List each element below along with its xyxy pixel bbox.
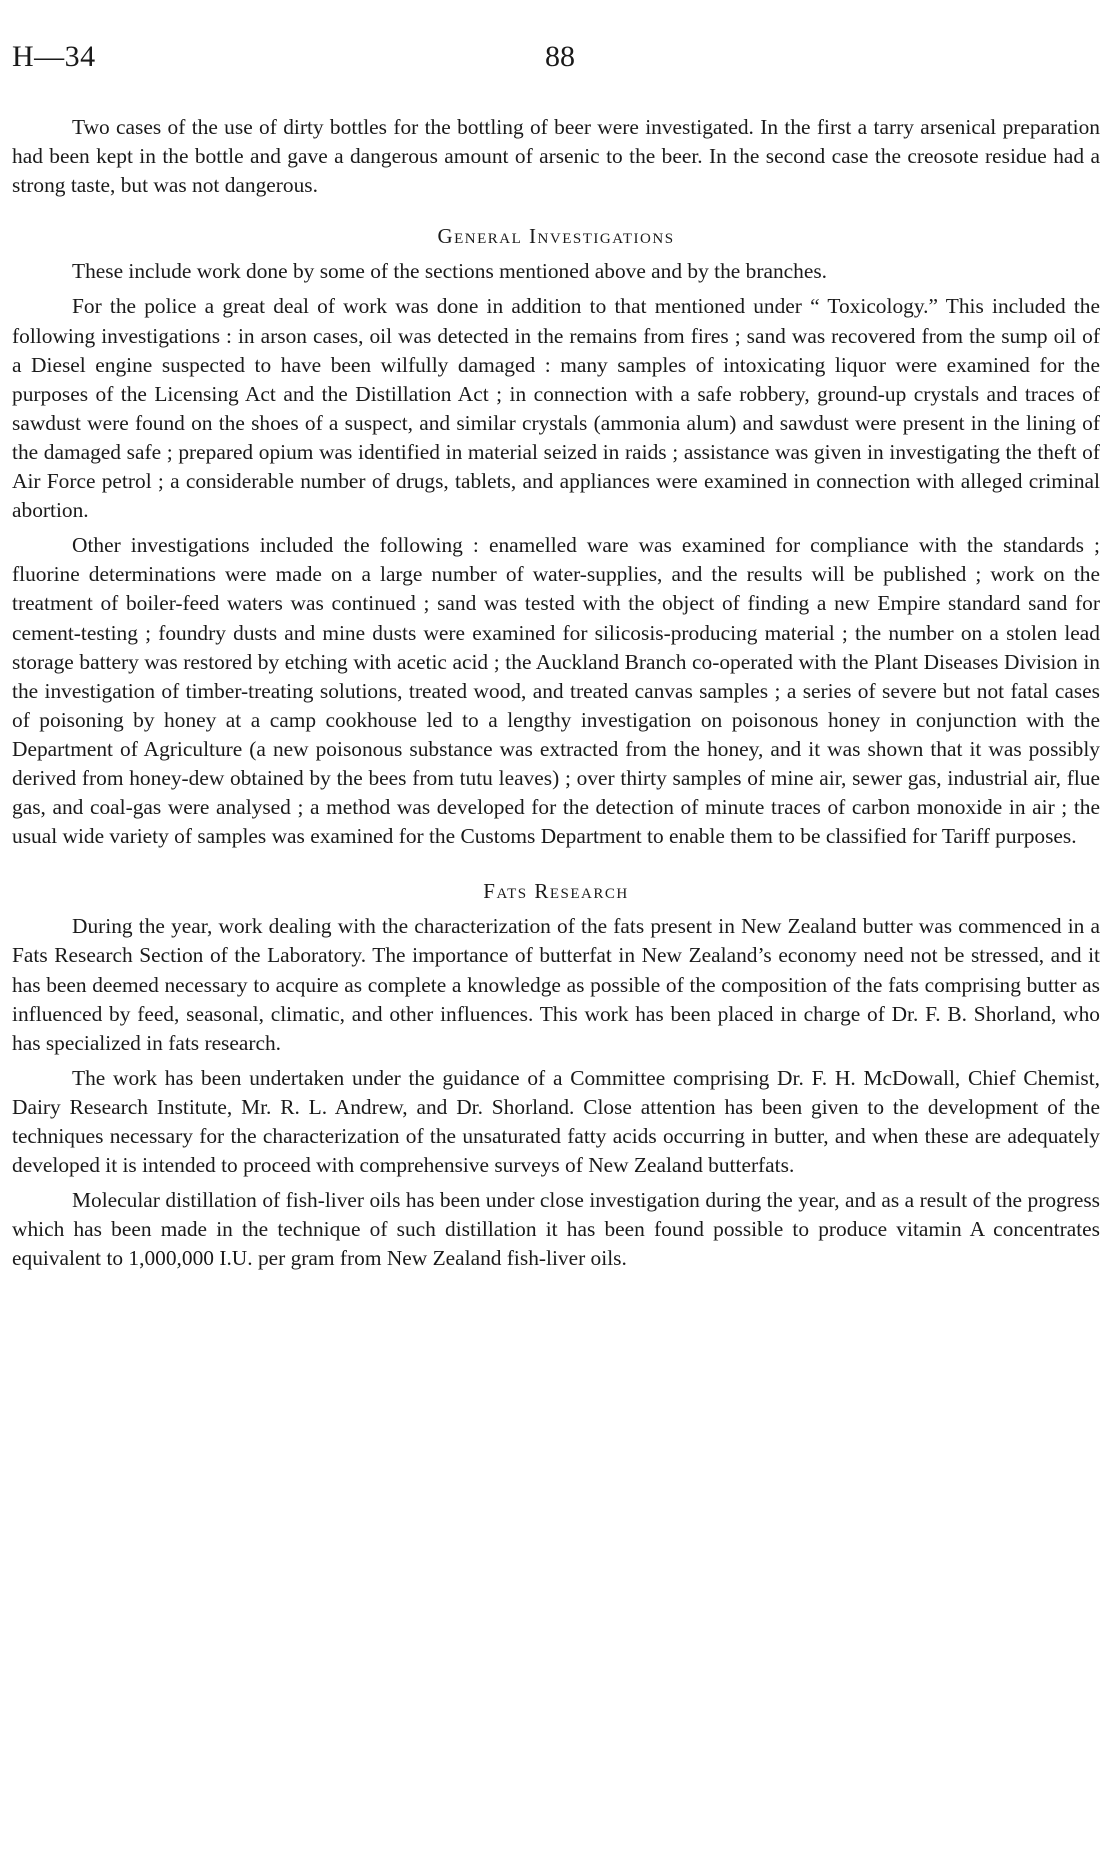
paragraph-fats-intro: During the year, work dealing with the characterization of the fats present in New Zealand butter was commenced in a Fats Research Section of the Laboratory. The importance of butterfat in New Zealand’s economy need not be stressed, and it has been deemed necessary to acquire as complete a knowledge as possible of the composition of the fats comprising butter as influenced by feed, seasonal, climatic, and other influences. This work has been placed in charge of Dr. F. B. Shorland, who has specialized in fats research. [12,914,1100,1055]
paragraph-general-intro: These include work done by some of the sections mentioned above and by the branches. [72,259,827,284]
paragraph-committee: The work has been undertaken under the guidance of a Committee comprising Dr. F. H. McDowall, Chief Chemist, Dairy Research Institute, Mr. R. L. Andrew, and Dr. Shorland. Close attention has been given to the development of the techniques necessary for the characterization of the unsaturated fatty acids occurring in butter, and when these are adequately developed it is intended to proceed with comprehensive surveys of New Zealand butterfats. [12,1065,1100,1178]
heading-fats-research: Fats Research [483,879,629,904]
heading-general-investigations: General Investigations [437,224,675,249]
paragraph-other-investigations: Other investigations included the following : enamelled ware was examined for compliance with the standards ; fluorine determinations were made on a large number of water-supplies, and the results will be published ; work on the treatment of boiler-feed waters was continued ; sand was tested with the object of finding a new Empire standard sand for cement-testing ; foundry dusts and mine dusts were examined for silicosis-producing material ; the number on a stolen lead storage battery was restored by etching with acetic acid ; the Auckland Branch co-operated with the Plant Diseases Division in the investigation of timber-treating solutions, treated wood, and treated canvas samples ; a series of severe but not fatal cases of poisoning by honey at a camp cookhouse led to a lengthy investigation on poisonous honey in conjunction with the Department of Agriculture (a new poisonous substance was extracted from the honey, and it was shown that it was possibly derived from honey-dew obtained by the bees from tutu leaves) ; over thirty samples of mine air, sewer gas, industrial air, flue gas, and coal-gas were analysed ; a method was developed for the detection of minute traces of carbon monoxide in air ; the usual wide variety of samples was examined for the Customs Department to enable them to be classified for Tariff purposes. [12,533,1100,849]
paragraph-police-work: For the police a great deal of work was done in addition to that mentioned under “ Toxicology.” This included the following investigations : in arson cases, oil was detected in the remains from fires ; sand was recovered from the sump oil of a Diesel engine suspected to have been wilfully damaged : many samples of intoxicating liquor were examined for the purposes of the Licensing Act and the Distillation Act ; in connection with a safe robbery, ground-up crystals and traces of sawdust were found on the shoes of a suspect, and similar crystals (ammonia alum) and sawdust were present in the lining of the damaged safe ; prepared opium was identified in material seized in raids ; assistance was given in investigating the theft of Air Force petrol ; a considerable number of drugs, tablets, and appliances were examined in connection with alleged criminal abortion. [12,294,1100,523]
paragraph-dirty-bottles: Two cases of the use of dirty bottles for the bottling of beer were investigated. In the first a tarry arsenical preparation had been kept in the bottle and gave a dangerous amount of arsenic to the beer. In the second case the creosote residue had a strong taste, but was not dangerous. [12,115,1100,198]
paragraph-molecular-distillation: Molecular distillation of fish-liver oils has been under close investigation during the year, and as a result of the progress which has been made in the technique of such distillation it has been found possible to produce vitamin A concentrates equivalent to 1,000,000 I.U. per gram from New Zealand fish-liver oils. [12,1188,1100,1271]
document-reference: H—34 [12,40,96,73]
page-number: 88 [545,40,575,73]
document-body [12,113,1100,1273]
